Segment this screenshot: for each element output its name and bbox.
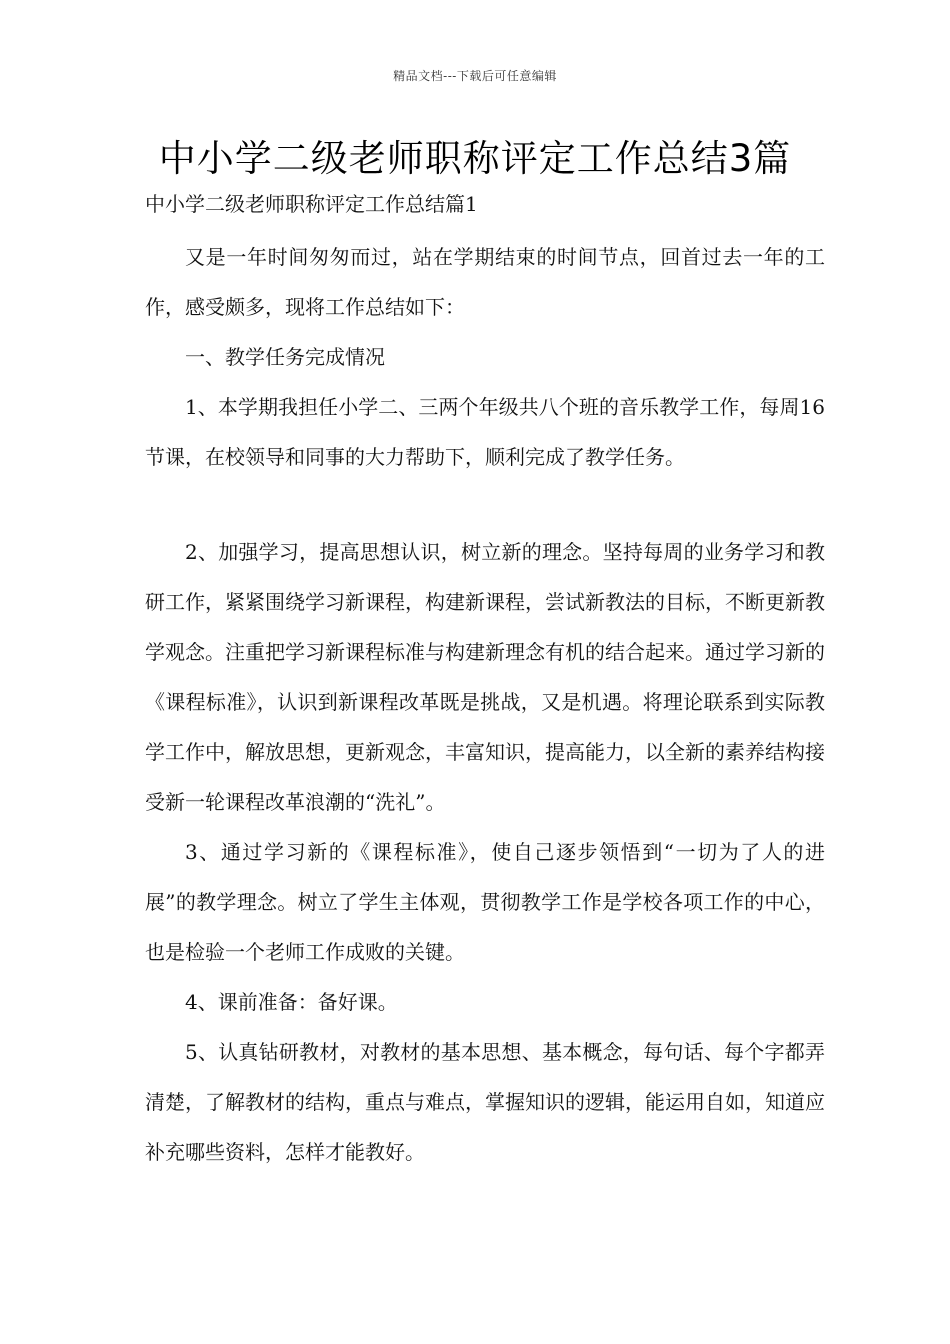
paragraph-heading-1: 一、教学任务完成情况 <box>185 345 385 369</box>
header-note: 精品文档---下载后可任意编辑 <box>393 69 557 83</box>
section-subtitle: 中小学二级老师职称评定工作总结篇1 <box>145 192 478 216</box>
paragraph-item-5: 5、认真钻研教材，对教材的基本思想、基本概念，每句话、每个字都弄清楚，了解教材的结构，重点与难点，掌握知识的逻辑，能运用自如，知道应补充哪些资料，怎样才能教好。 <box>145 1040 825 1164</box>
paragraph-item-1: 1、本学期我担任小学二、三两个年级共八个班的音乐教学工作，每周16节课，在校领导和同事的大力帮助下，顺利完成了教学任务。 <box>145 395 825 469</box>
paragraph-item-2: 2、加强学习，提高思想认识，树立新的理念。坚持每周的业务学习和教研工作，紧紧围绕学习新课程，构建新课程，尝试新教法的目标，不断更新教学观念。注重把学习新课程标准与构建新理念有机的结合起来。通过学习新的《课程标准》，认识到新课程改革既是挑战，又是机遇。将理论联系到实际教学工作中，解放思想，更新观念，丰富知识，提高能力，以全新的素养结构接受新一轮课程改革浪潮的“洗礼”。 <box>145 540 825 814</box>
paragraph-item-3: 3、通过学习新的《课程标准》，使自己逐步领悟到“一切为了人的进展”的教学理念。树立了学生主体观，贯彻教学工作是学校各项工作的中心，也是检验一个老师工作成败的关键。 <box>145 840 825 964</box>
document-title: 中小学二级老师职称评定工作总结3篇 <box>158 137 792 180</box>
paragraph-intro: 又是一年时间匆匆而过，站在学期结束的时间节点，回首过去一年的工作，感受颇多，现将工作总结如下： <box>145 245 825 319</box>
document-body <box>145 232 825 1177</box>
paragraph-item-4: 4、课前准备：备好课。 <box>185 990 398 1014</box>
